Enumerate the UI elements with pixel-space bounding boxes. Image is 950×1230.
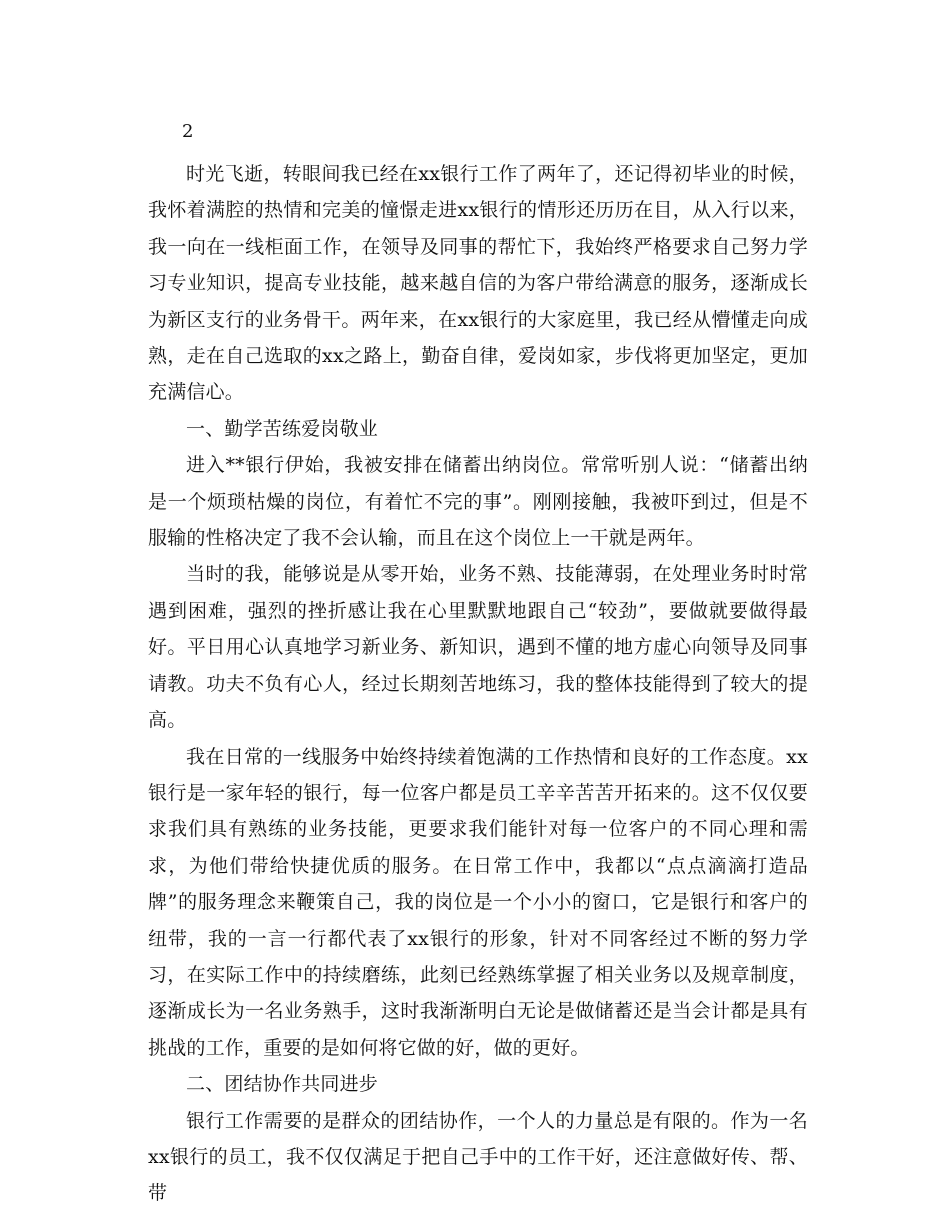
section-heading-2: 二、团结协作共同进步 [186, 1073, 379, 1096]
paragraph-section1-a: 进入**银行伊始，我被安排在储蓄出纳岗位。常常听别人说：“储蓄出纳是一个烦琐枯燥的岗位，有着忙不完的事”。刚刚接触，我被吓到过，但是不服输的性格决定了我不会认输，而且在这个岗位上一干就是两年。 [148, 454, 808, 550]
paragraph-section1-c: 我在日常的一线服务中始终持续着饱满的工作热情和良好的工作态度。xx银行是一家年轻的银行，每一位客户都是员工辛辛苦苦开拓来的。这不仅仅要求我们具有熟练的业务技能，更要求我们能针对每一位客户的不同心理和需求，为他们带给快捷优质的服务。在日常工作中，我都以“点点滴滴打造品牌”的服务理念来鞭策自己，我的岗位是一个小小的窗口，它是银行和客户的纽带，我的一言一行都代表了xx银行的形象，针对不同客经过不断的努力学习，在实际工作中的持续磨练，此刻已经熟练掌握了相关业务以及规章制度，逐渐成长为一名业务熟手，这时我渐渐明白无论是做储蓄还是当会计都是具有挑战的工作，重要的是如何将它做的好，做的更好。 [148, 745, 808, 1059]
paragraph-intro: 时光飞逝，转眼间我已经在xx银行工作了两年了，还记得初毕业的时候，我怀着满腔的热情和完美的憧憬走进xx银行的情形还历历在目，从入行以来，我一向在一线柜面工作，在领导及同事的帮忙下，我始终严格要求自己努力学习专业知识，提高专业技能，越来越自信的为客户带给满意的服务，逐渐成长为新区支行的业务骨干。两年来，在xx银行的大家庭里，我已经从懵懂走向成熟，走在自己选取的xx之路上，勤奋自律，爱岗如家，步伐将更加坚定，更加充满信心。 [148, 163, 808, 404]
paragraph-section1-b: 当时的我，能够说是从零开始，业务不熟、技能薄弱，在处理业务时时常遇到困难，强烈的挫折感让我在心里默默地跟自己“较劲”，要做就要做得最好。平日用心认真地学习新业务、新知识，遇到不懂的地方虚心向领导及同事请教。功夫不负有心人，经过长期刻苦地练习，我的整体技能得到了较大的提高。 [148, 563, 808, 732]
document-body [148, 118, 808, 1212]
paragraph-section2-a: 银行工作需要的是群众的团结协作，一个人的力量总是有限的。作为一名xx银行的员工，我不仅仅满足于把自己手中的工作干好，还注意做好传、帮、带 [148, 1109, 808, 1205]
section-heading-1: 一、勤学苦练爱岗敬业 [186, 417, 379, 440]
page-number: 2 [182, 121, 194, 142]
